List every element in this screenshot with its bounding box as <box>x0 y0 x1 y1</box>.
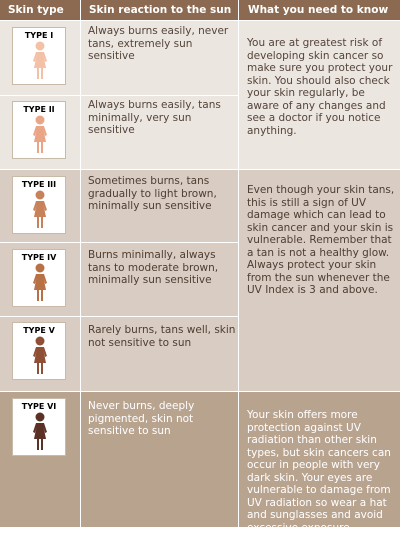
reaction-text: Burns minimally, always tans to moderate brown, minimally sun sensitive <box>88 249 219 286</box>
reaction-text: Sometimes burns, tans gradually to light brown, minimally sun sensitive <box>88 175 217 212</box>
row-divider <box>0 316 239 317</box>
figure-icon <box>30 263 50 303</box>
skin-type-card <box>12 398 66 456</box>
row-divider <box>0 95 239 96</box>
skin-type-label: TYPE IV <box>21 253 57 262</box>
skin-type-card <box>12 27 66 85</box>
skin-type-card <box>12 101 66 159</box>
advice-text: You are at greatest risk of developing skin cancer so make sure you protect your skin. You should also check your skin regularly, be aware of any changes and see a doctor if you notice anything. <box>247 37 393 137</box>
reaction-text: Rarely burns, tans well, skin not sensitive to sun <box>88 324 236 349</box>
table-header <box>0 0 400 20</box>
figure-icon <box>30 190 50 230</box>
skin-type-label: TYPE VI <box>21 402 57 411</box>
skin-type-card <box>12 322 66 380</box>
reaction-text: Always burns easily, never tans, extremely sun sensitive <box>88 25 229 62</box>
row-divider <box>0 242 239 243</box>
column-divider <box>80 20 81 527</box>
reaction-text: Never burns, deeply pigmented, skin not sensitive to sun <box>88 400 195 437</box>
band-group-2 <box>0 170 400 391</box>
skin-type-label: TYPE I <box>24 31 54 40</box>
skin-type-card <box>12 176 66 234</box>
skin-type-card <box>12 249 66 307</box>
skin-type-label: TYPE II <box>23 105 55 114</box>
header-skin-type: Skin type <box>8 4 64 16</box>
header-divider <box>80 0 81 20</box>
skin-type-label: TYPE V <box>23 326 55 335</box>
header-divider <box>238 0 239 20</box>
figure-icon <box>30 412 50 452</box>
advice-text: Your skin offers more protection against UV radiation than other skin types, but skin cancers can occur in people with very dark skin. Your eyes are vulnerable to damage from UV radiation so wear a hat and sunglasses and avoid excessive exposure. <box>247 409 391 534</box>
reaction-text: Always burns easily, tans minimally, very sun sensitive <box>88 99 221 136</box>
skin-type-label: TYPE III <box>21 180 57 189</box>
figure-icon <box>30 115 50 155</box>
advice-text: Even though your skin tans, this is still a sign of UV damage which can lead to skin cancer and your skin is vulnerable. Remember that a tan is not a healthy glow. Always protect your skin from the sun whenever the UV Index is 3 and above. <box>247 184 395 296</box>
figure-icon <box>30 41 50 81</box>
band-group-1 <box>0 21 400 169</box>
column-divider <box>238 20 239 527</box>
header-reaction: Skin reaction to the sun <box>89 4 232 16</box>
header-know: What you need to know <box>248 4 389 16</box>
band-group-3 <box>0 392 400 534</box>
figure-icon <box>30 336 50 376</box>
